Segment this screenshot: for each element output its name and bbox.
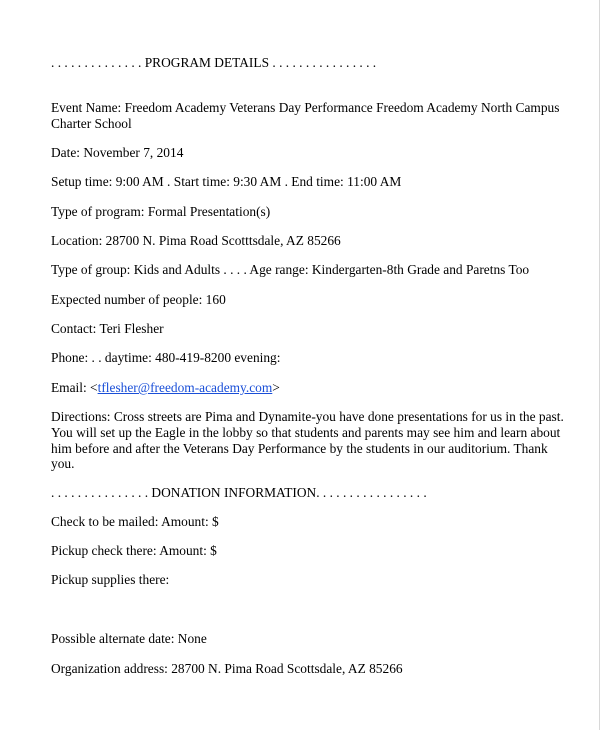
phone: Phone: . . daytime: 480-419-8200 evening:: [51, 350, 281, 365]
email-link[interactable]: tflesher@freedom-academy.com: [97, 380, 273, 395]
directions-line-1: Directions: Cross streets are Pima and Dynamite-you have done presentations for us in the past.: [51, 409, 564, 424]
donation-information-heading: . . . . . . . . . . . . . . . DONATION INFORMATION. . . . . . . . . . . . . . . . .: [51, 485, 427, 500]
email-prefix: Email: <: [51, 380, 98, 395]
organization-address: Organization address: 28700 N. Pima Road Scottsdale, AZ 85266: [51, 661, 403, 676]
alternate-date: Possible alternate date: None: [51, 631, 207, 646]
email: [51, 380, 280, 396]
group-type: Type of group: Kids and Adults . . . . Age range: Kindergarten-8th Grade and Paretns Too: [51, 262, 530, 277]
event-name-line-2: Charter School: [51, 116, 132, 131]
setup-time: Setup time: 9:00 AM . Start time: 9:30 AM . End time: 11:00 AM: [51, 174, 402, 189]
contact: Contact: Teri Flesher: [51, 321, 164, 336]
event-name-line-1: Event Name: Freedom Academy Veterans Day Performance Freedom Academy North Campus: [51, 100, 560, 115]
pickup-supplies: Pickup supplies there:: [51, 572, 170, 587]
directions-line-2: You will set up the Eagle in the lobby so that students and parents may see him and learn about: [51, 425, 561, 440]
email-suffix: >: [272, 380, 280, 395]
check-to-be-mailed: Check to be mailed: Amount: $: [51, 514, 219, 529]
program-details-heading: . . . . . . . . . . . . . . PROGRAM DETAILS . . . . . . . . . . . . . . . .: [51, 55, 377, 70]
expected-people: Expected number of people: 160: [51, 292, 226, 307]
directions-line-3: him before and after the Veterans Day Performance by the students in our auditorium. Thank: [51, 441, 548, 456]
directions-line-4: you.: [51, 456, 75, 471]
location: Location: 28700 N. Pima Road Scotttsdale, AZ 85266: [51, 233, 341, 248]
pickup-check: Pickup check there: Amount: $: [51, 543, 217, 558]
event-date: Date: November 7, 2014: [51, 145, 184, 160]
program-type: Type of program: Formal Presentation(s): [51, 204, 271, 219]
